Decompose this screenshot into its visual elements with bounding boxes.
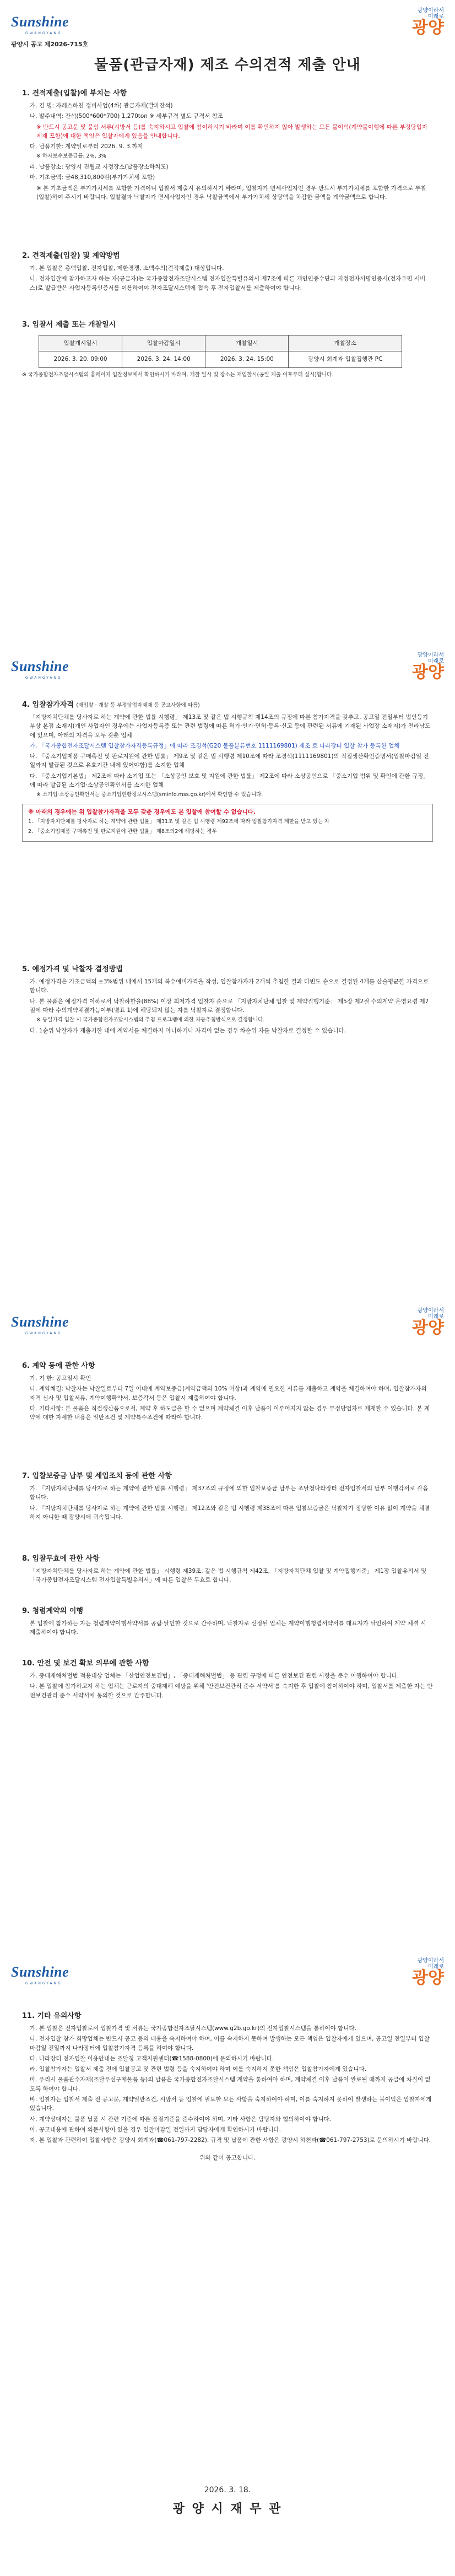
section-3 <box>22 320 433 381</box>
brand-text: Sunshine <box>11 658 69 674</box>
item: 가. 본 입찰은 총액입찰, 전자입찰, 제한경쟁, 소액수의(견적제출) 대상입니다. <box>30 265 224 272</box>
restriction-box <box>22 804 433 842</box>
schedule-table <box>39 335 402 368</box>
section-6 <box>22 1361 433 1424</box>
slogan-line1: 광양이라서 <box>417 8 444 14</box>
sunshine-logo <box>11 1311 69 1336</box>
table-cell: 광양시 회계과 입찰집행관 PC <box>289 351 402 367</box>
section-9 <box>22 1606 433 1639</box>
section-7 <box>22 1471 433 1523</box>
section-heading: 10. 안전 및 보건 확보 의무에 관한 사항 <box>22 1659 149 1668</box>
heading-text: 4. 입찰참가자격 <box>22 701 74 709</box>
brand-sub: GWANGYANG <box>25 1332 62 1336</box>
item: 가. 기 한: 공고일시 확인 <box>30 1375 91 1382</box>
table-cell: 2026. 3. 24. 15:00 <box>205 351 289 367</box>
header-logos <box>11 1306 444 1350</box>
item: 가. 중대재해처벌법 적용대상 업체는 「산업안전보건법」, 「중대재해처벌법」 등 관련 규정에 따른 안전보건 관련 사항을 준수 이행하여야 합니다. <box>30 1673 399 1680</box>
table-header: 입찰마감일시 <box>122 335 205 351</box>
note: ※ 본 기초금액은 부가가치세를 포함한 가격이니 입찰서 제출시 유의하시기 바라며, 입찰자가 면세사업자인 경우 반드시 부가가치세를 포함한 가격으로 투찰(입찰)하여 주시기 바랍니다. 입찰결과 낙찰자가 면세사업자인 경우 낙찰금액에서 부가가치세 상당액을 차감한 금액을 계약금액으로 합니다. <box>36 185 426 201</box>
heading-note: (재입찰 · 개찰 등 부정당업자제재 등 공고사항에 따름) <box>76 702 200 708</box>
notice-number: 광양시 공고 제2026-715호 <box>11 41 89 48</box>
item: 자. 본 입찰과 관련하여 입찰사항은 광양시 회계과(☎061-797-2282), 규격 및 납품에 관한 사항은 광양시 하천과(☎061-797-2753)로 문의하시기 바랍니다. <box>30 2137 431 2144</box>
brand-text: Sunshine <box>11 1314 69 1330</box>
paragraph: 본 입찰에 참가하는 자는 청렴계약이행서약서를 공람·날인한 것으로 간주하며, 낙찰자로 선정된 업체는 계약이행청렴서약서를 대표자가 날인하여 계약 체결 시 제출하여야 합니다. <box>30 1620 426 1636</box>
section-heading: 2. 견적제출(입찰) 및 계약방법 <box>22 252 120 260</box>
item: 마. 우리시 물품관수자재(조달우선구매물품 등)의 납품은 국가종합전자조달시스템 계약을 통하여야 하며, 계약체결 이후 납품이 완료될 때까지 공급에 차질이 없도록 하여야 합니다. <box>30 2076 431 2092</box>
table-header: 개찰장소 <box>289 335 402 351</box>
slogan-line1: 광양이라서 <box>417 1958 444 1964</box>
slogan-line2: 미래로 <box>428 658 444 664</box>
sunshine-logo <box>11 1961 69 1987</box>
item: 나. 전자입찰에 참가하고자 하는 자(공급자)는 국가종합전자조달시스템 전자입찰특별유의서 제7조에 따른 개인인증수단과 지정전자서명인증서(전자우편 서비스)로 발급받은 사업자등록인증서를 이용하여야 전자조달시스템에 접속 후 전자입찰서를 제출하여야 합니다. <box>30 275 426 291</box>
item: 다. 1순위 낙찰자가 제출기한 내에 계약서를 체결하지 아니하거나 자격이 없는 경우 차순위 자를 낙찰자로 결정할 수 있습니다. <box>30 1027 346 1034</box>
section-2 <box>22 251 433 294</box>
item: 사. 계약상대자는 물품 납품 시 관련 기준에 따른 품질기준을 준수하여야 하며, 기타 사항은 담당자와 협의하여야 합니다. <box>30 2115 331 2123</box>
section-heading: 9. 청렴계약의 이행 <box>22 1607 83 1615</box>
slogan-line1: 광양이라서 <box>417 652 444 658</box>
brand-sub: GWANGYANG <box>25 1982 62 1986</box>
brand-sub: GWANGYANG <box>25 676 62 680</box>
slogan-line2: 미래로 <box>428 1964 444 1970</box>
item: 가. 「지방자치단체를 당사자로 하는 계약에 관한 법률 시행령」 제37조의 규정에 의한 입찰보증금 납부는 조달청나라장터 전자입찰서의 납부 이행각서로 갈음합니다. <box>30 1485 429 1501</box>
paragraph: 「지방자치단체를 당사자로 하는 계약에 관한 법률 시행령」 제13조 및 같은 법 시행규칙 제14조의 규정에 따른 참가자격을 갖추고, 공고일 전일부터 법인등기부상 본점 소재지(개인 사업자인 경우에는 사업자등록증 또는 관련 법령에 따른 허가·인가·면허·등록·신고 등에 관련된 서류에 기재된 사업장 소재지)가 전라남도에 있으며, 아래의 자격을 모두 갖춘 업체 <box>30 714 431 739</box>
city-logo <box>412 1958 444 1987</box>
item: 가. 예정가격은 기초금액의 ±3%범위 내에서 15개의 복수예비가격을 작성, 입찰참가자가 2개씩 추첨한 결과 다빈도 순으로 결정된 4개를 산술평균한 가격으로 합니다. <box>30 978 429 994</box>
city-name: 광양 <box>412 663 444 682</box>
item: 나. 「지방자치단체를 당사자로 하는 계약에 관한 법률 시행령」 제12조와 같은 법 시행령 제38조에 따른 입찰보증금은 낙찰자가 정당한 이유 없이 계약을 체결하지 아니한 때 광양시에 귀속됩니다. <box>30 1505 430 1520</box>
note: ※ 하자보수보증금률: 2%, 3% <box>36 153 106 160</box>
item: 가. 본 입찰은 전자입찰로서 입찰가격 및 서류는 국가종합전자조달시스템(www.g2b.go.kr)의 전자입찰시스템을 통하여야 합니다. <box>30 2025 356 2032</box>
city-name: 광양 <box>412 18 444 37</box>
section-heading: 8. 입찰무효에 관한 사항 <box>22 1555 100 1563</box>
section-8 <box>22 1554 433 1587</box>
section-heading: 11. 기타 유의사항 <box>22 2012 82 2020</box>
note: ※ 국가종합전자조달시스템의 홈페이지 입찰정보에서 확인하시기 바라며, 개찰 일시 및 장소는 재입찰시(공일 제출 이후부터 실시)합니다. <box>22 371 334 378</box>
item: 나. 본 입찰에 참가하고자 하는 업체는 근로자의 중대재해 예방을 위해 '안전보건관리 준수 서약서'를 숙지한 후 입찰에 참여하여야 하며, 입찰서를 제출한 자는 안전보건관리 준수 서약서에 동의한 것으로 간주합니다. <box>30 1683 433 1699</box>
box-item: 2. 「중소기업제품 구매촉진 및 판로지원에 관한 법률」 제8조의2에 해당하는 경우 <box>28 828 217 835</box>
box-item: 1. 「지방자치단체를 당사자로 하는 계약에 관한 법률」 제31조 및 같은 법 시행령 제92조에 따라 입찰참가자격 제한을 받고 있는 자 <box>28 819 330 825</box>
brand-sub: GWANGYANG <box>25 31 62 36</box>
city-logo <box>412 652 444 681</box>
page-title: 물품(관급자재) 제조 수의견적 제출 안내 <box>94 57 361 73</box>
section-4 <box>22 700 433 846</box>
sunshine-logo <box>11 656 69 681</box>
item: 가. 건 명: 자레스하천 정비사업(4차) 관급자재(발파잔석) <box>30 102 173 110</box>
slogan-line2: 미래로 <box>428 1314 444 1320</box>
sunshine-logo <box>11 11 69 36</box>
paragraph: 「지방자치단체를 당사자로 하는 계약에 관한 법률」 시행령 제39조, 같은 법 시행규칙 제42조, 「지방자치단체 입찰 및 계약집행기준」 제1장 입찰유의서 및 「국가종합전자조달시스템 전자입찰특별유의서」에 따른 입찰은 무효로 합니다. <box>30 1568 427 1584</box>
section-11 <box>22 2011 433 2164</box>
item: 라. 납품장소: 광양시 진월교 지정장소(납품장소하치도) <box>30 164 169 171</box>
issue-date: 2026. 3. 18. <box>204 2486 251 2494</box>
closing-text: 위와 같이 공고합니다. <box>199 2155 256 2162</box>
warning-note: ※ 반드시 공고문 및 붙임 서류(시방서 등)를 숙지하시고 입찰에 참여하시기 바라며 이를 확인하지 않아 발생하는 모든 불이익(계약불이행에 따른 부정당업자제재 포함)에 대한 책임은 입찰자에게 있음을 안내합니다. <box>36 123 428 139</box>
city-logo <box>412 1308 444 1336</box>
table-cell: 2026. 3. 20. 09:00 <box>39 351 122 367</box>
section-heading: 7. 입찰보증금 납부 및 세입조치 등에 관한 사항 <box>22 1472 172 1480</box>
table-cell: 2026. 3. 24. 14:00 <box>122 351 205 367</box>
note: ※ 동일가격 입찰 시 국가종합전자조달시스템의 추첨 프로그램에 의한 자동추첨방식으로 결정합니다. <box>36 1017 265 1024</box>
item: 다. 「중소기업기본법」 제2조에 따라 소기업 또는 「소상공인 보호 및 지원에 관한 법률」 제2조에 따라 소상공인으로 「중소기업 범위 및 확인에 관한 규정」에 따라 발급된 소기업·소상공인확인서를 소지한 업체 <box>30 772 429 788</box>
table-header: 개찰일시 <box>205 335 289 351</box>
item: 나. 본 물품은 예정가격 이하로서 낙찰하한율(88%) 이상 최저가격 입찰자 순으로 「지방자치단체 입찰 및 계약집행기준」 제5장 제2절 수의계약 운영요령 제7절에 따라 수의계약체결가능여부(별표 1)에 해당되지 않는 자를 낙찰자로 결정합니다. <box>30 998 429 1014</box>
city-logo <box>412 8 444 36</box>
issuer-name: 광 양 시 재 무 관 <box>172 2502 283 2516</box>
city-name: 광양 <box>412 1318 444 1338</box>
box-title: ※ 아래의 경우에는 위 입찰참가자격을 모두 갖춘 경우에도 본 입찰에 참여할 수 없습니다. <box>28 808 256 815</box>
brand-text: Sunshine <box>11 1964 69 1980</box>
section-heading: 1. 견적제출(입찰)에 부치는 사항 <box>22 89 127 98</box>
note: ※ 소기업·소상공인확인서는 중소기업현황정보시스템(sminfo.mss.go.kr)에서 확인할 수 있습니다. <box>36 792 263 798</box>
item: 마. 기초금액: 금48,310,800원(부가가치세 포함) <box>30 174 155 181</box>
table-header: 입찰개시일시 <box>39 335 122 351</box>
item: 라. 입찰참가자는 입찰서 제출 전에 입찰공고 및 관련 법령 등을 숙지하여야 하며 이를 숙지하지 못한 책임은 입찰참가자에게 있습니다. <box>30 2066 367 2073</box>
section-1 <box>22 88 433 203</box>
slogan-line1: 광양이라서 <box>417 1308 444 1314</box>
item: 바. 입찰자는 입찰서 제출 전 공고문, 계약일반조건, 시방서 등 입찰에 필요한 모든 사항을 숙지하여야 하며, 이를 숙지하지 못하여 발생하는 불이익은 입찰자에게 있습니다. <box>30 2096 432 2112</box>
slogan-line2: 미래로 <box>428 14 444 20</box>
section-10 <box>22 1658 433 1702</box>
section-heading: 6. 계약 등에 관한 사항 <box>22 1362 95 1370</box>
item: 나. 발주내역: 잔석(500*600*700) 1,270ton ※ 세부규격 별도 규격서 참조 <box>30 113 224 120</box>
item: 나. 「중소기업제품 구매촉진 및 판로지원에 관한 법률」 제9조 및 같은 법 시행령 제10조에 따라 조경석(1111169801)의 직접생산확인증명서(입찰마감일 전일까지 발급된 것으로 유효기간 내에 있어야함)를 소지한 업체 <box>30 753 429 769</box>
item: 다. 나라장터 전자입찰 이용안내는 조달청 고객지원센터(☎1588-0800)에 문의하시기 바랍니다. <box>30 2055 274 2062</box>
item: 다. 납품기한: 계약일로부터 2026. 9. 3.까지 <box>30 143 143 150</box>
item: 가. 「국가종합전자조달시스템 입찰참가자격등록규정」에 따라 조경석(G20 물품분류번호 1111169801) 제조 로 나라장터 입찰 참가 등록한 업체 <box>30 742 400 749</box>
section-5 <box>22 964 433 1037</box>
header-logos <box>11 1956 444 2000</box>
city-name: 광양 <box>412 1968 444 1988</box>
item: 나. 전자입찰 참가 희망업체는 반드시 공고 등의 내용을 숙지하여야 하며, 이를 숙지하지 못하여 발생하는 모든 책임은 입찰자에게 있으며, 공고일 전일부터 입찰마감일 전일까지 나라장터에 입찰참가자격 등록을 하여야 합니다. <box>30 2036 430 2052</box>
section-heading <box>22 700 433 711</box>
section-heading: 5. 예정가격 및 낙찰자 결정방법 <box>22 965 123 973</box>
brand-text: Sunshine <box>11 14 69 30</box>
section-heading: 3. 입찰서 제출 또는 개찰일시 <box>22 321 116 329</box>
item: 나. 계약체결: 낙찰자는 낙찰일로부터 7일 이내에 계약보증금(계약금액의 10% 이상)과 계약에 필요한 서류를 제출하고 계약을 체결하여야 하며, 입찰참가자의 자격 심사 및 입찰서류, 계약이행확약서, 보증각서 등은 입찰시 제출하여야 합니다. <box>30 1386 427 1401</box>
item: 아. 공고내용에 관하여 의문사항이 있을 경우 입찰마감일 전일까지 담당자에게 확인하시기 바랍니다. <box>30 2126 281 2133</box>
item: 다. 기타사항: 본 물품은 직접생산품으로서, 계약 후 하도급을 할 수 없으며 계약체결 이후 납품이 이루어지지 않는 경우 부정당업자로 제재할 수 있습니다. 본 계약에 대한 자세한 내용은 일반조건 및 계약특수조건에 따라야 합니다. <box>30 1405 430 1421</box>
signature-block <box>22 2485 433 2519</box>
header-logos <box>11 650 444 694</box>
